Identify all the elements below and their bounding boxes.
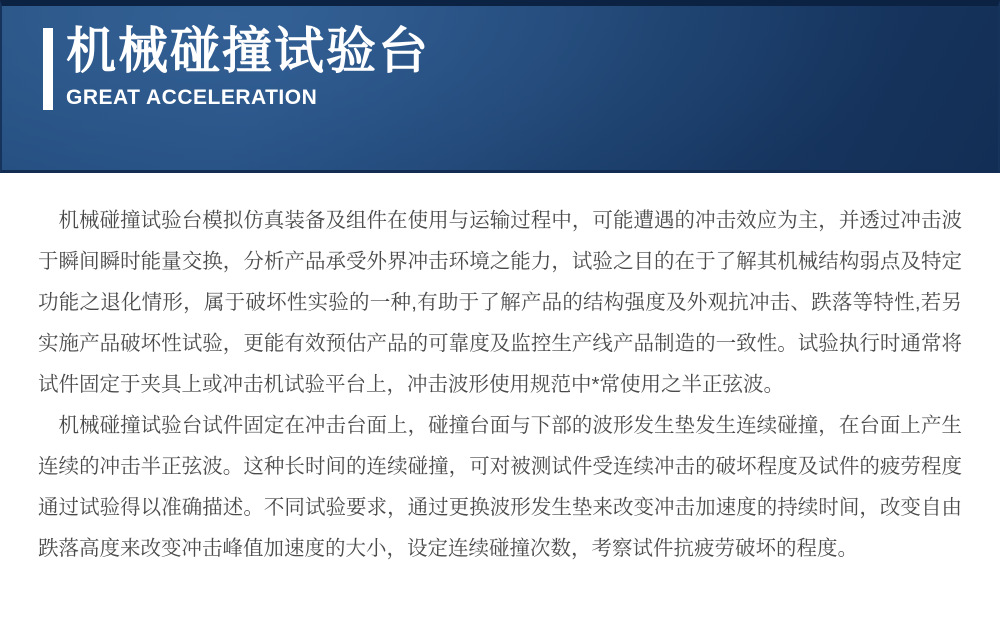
paragraph-intro: 机械碰撞试验台模拟仿真装备及组件在使用与运输过程中，可能遭遇的冲击效应为主，并透过冲击波于瞬间瞬时能量交换，分析产品承受外界冲击环境之能力，试验之目的在于了解其机械结构弱点及特定功能之退化情形，属于破坏性实验的一种,有助于了解产品的结构强度及外观抗冲击、跌落等特性,若另实施产品破坏性试验，更能有效预估产品的可靠度及监控生产线产品制造的一致性。试验执行时通常将试件固定于夹具上或冲击机试验平台上，冲击波形使用规范中*常使用之半正弦波。	[38, 209, 962, 396]
paragraph-operation: 机械碰撞试验台试件固定在冲击台面上，碰撞台面与下部的波形发生垫发生连续碰撞，在台面上产生连续的冲击半正弦波。这种长时间的连续碰撞，可对被测试件受连续冲击的破坏程度及试件的疲劳程度通过试验得以准确描述。不同试验要求，通过更换波形发生垫来改变冲击加速度的持续时间，改变自由跌落高度来改变冲击峰值加速度的大小，设定连续碰撞次数，考察试件抗疲劳破坏的程度。	[38, 414, 962, 560]
article-body	[0, 173, 1000, 569]
page-subtitle: GREAT ACCELERATION	[66, 86, 318, 109]
title-accent-bar	[43, 28, 53, 110]
page-title: 机械碰撞试验台	[66, 23, 430, 79]
banner-text-block	[66, 22, 430, 109]
header-banner	[0, 0, 1000, 173]
